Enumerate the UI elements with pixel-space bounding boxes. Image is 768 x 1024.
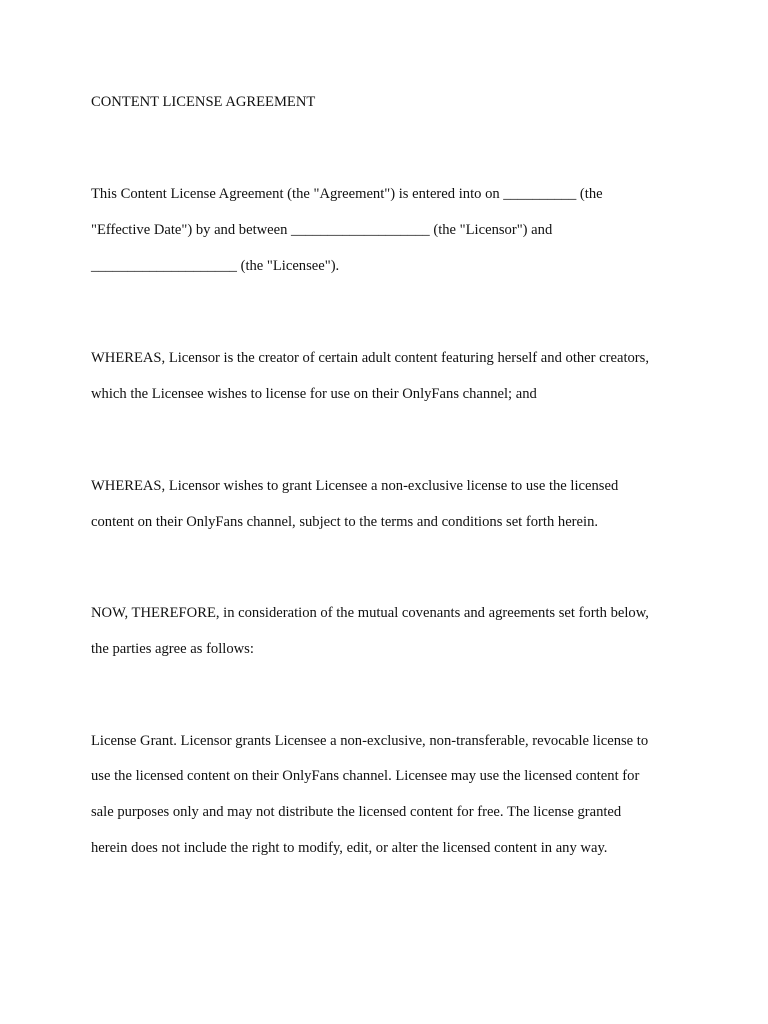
paragraph-line: use the licensed content on their OnlyFans channel. Licensee may use the licensed content for	[91, 768, 640, 784]
paragraph-line: WHEREAS, Licensor wishes to grant Licensee a non-exclusive license to use the licensed	[91, 478, 619, 494]
paragraph-line: License Grant. Licensor grants Licensee a non-exclusive, non-transferable, revocable license to	[91, 733, 649, 749]
paragraph-line: "Effective Date") by and between ___________________ (the "Licensor") and	[91, 222, 553, 238]
paragraph-line: sale purposes only and may not distribute the licensed content for free. The license granted	[91, 804, 622, 820]
paragraph-line: WHEREAS, Licensor is the creator of certain adult content featuring herself and other creators,	[91, 350, 649, 366]
paragraph-line: which the Licensee wishes to license for use on their OnlyFans channel; and	[91, 386, 537, 402]
paragraph-line: ____________________ (the "Licensee").	[91, 258, 340, 274]
paragraph-line: This Content License Agreement (the "Agreement") is entered into on __________ (the	[91, 186, 603, 202]
paragraph-line: content on their OnlyFans channel, subject to the terms and conditions set forth herein.	[91, 514, 599, 530]
paragraph-line: NOW, THEREFORE, in consideration of the mutual covenants and agreements set forth below,	[91, 605, 649, 621]
paragraph-line: herein does not include the right to modify, edit, or alter the licensed content in any way.	[91, 840, 608, 856]
document-title: CONTENT LICENSE AGREEMENT	[91, 94, 316, 110]
paragraph-line: the parties agree as follows:	[91, 641, 254, 657]
